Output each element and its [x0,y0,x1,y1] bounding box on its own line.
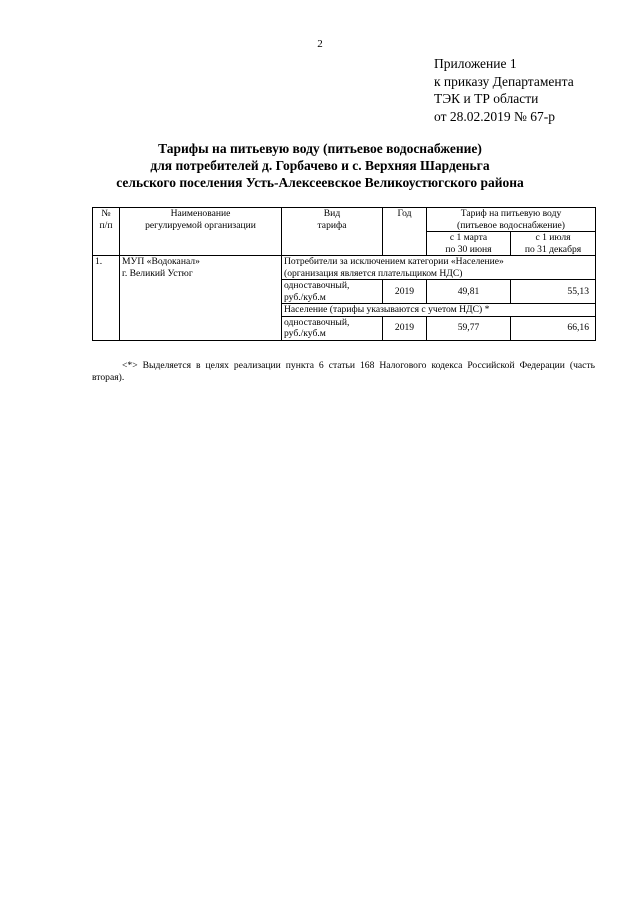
group-1-value-period-2: 55,13 [511,280,596,304]
header-number [93,208,120,256]
group-1-label [282,256,596,280]
header-period-2-line-2: по 31 декабря [524,243,582,255]
header-period-2 [511,232,596,256]
group-2-value-period-2: 66,16 [511,316,596,340]
row-organization [120,256,282,341]
group-1-label-line-2: (организация является плательщиком НДС) [284,267,463,279]
header-number-line-1: № [101,208,111,219]
appendix-line-3: ТЭК и ТР области [434,91,539,106]
group-2-label: Население (тарифы указываются с учетом НДС) * [282,304,596,317]
group-1-tariff-type-line-2: руб./куб.м [284,291,326,303]
footnote: <*> Выделяется в целях реализации пункта 6 статьи 168 Налогового кодекса Российской Федерации (часть вторая). [92,360,595,383]
header-period-1 [427,232,511,256]
header-period-1-line-2: по 30 июня [445,243,492,255]
header-period-2-line-1: с 1 июля [535,232,571,243]
table-header-row [93,208,596,232]
header-tariff-type-line-2: тарифа [317,219,347,231]
table-row [93,256,596,280]
group-2-year: 2019 [383,316,427,340]
tariff-table [92,207,596,341]
appendix-line-2: к приказу Департамента [434,73,574,89]
header-tariff-type [282,208,383,256]
appendix-line-1: Приложение 1 [434,56,517,71]
header-tariff [427,208,596,232]
group-1-year: 2019 [383,280,427,304]
page-number: 2 [317,38,323,50]
appendix-line-4: от 28.02.2019 № 67-р [434,108,555,124]
header-organization-line-2: регулируемой организации [145,219,256,231]
appendix-reference [434,55,574,125]
group-2-tariff-type-line-2: руб./куб.м [284,328,326,339]
group-1-value-period-1: 49,81 [427,280,511,304]
row-number: 1. [93,256,120,341]
document-title [0,140,640,191]
header-tariff-line-1: Тариф на питьевую воду [460,208,562,219]
organization-city: г. Великий Устюг [122,267,193,279]
header-period-1-line-1: с 1 марта [449,232,488,243]
organization-name: МУП «Водоканал» [122,256,200,267]
group-2-tariff-type-line-1: одноставочный, [284,316,350,328]
group-1-tariff-type [282,280,383,304]
group-2-tariff-type [282,316,383,340]
header-organization-line-1: Наименование [170,208,231,219]
title-line-1: Тарифы на питьевую воду (питьевое водоснабжение) [158,141,482,156]
header-year: Год [383,208,427,256]
header-organization [120,208,282,256]
title-line-2: для потребителей д. Горбачево и с. Верхняя Шарденьга [150,158,490,173]
header-tariff-line-2: (питьевое водоснабжение) [457,219,565,231]
group-1-tariff-type-line-1: одноставочный, [284,280,350,291]
group-1-label-line-1: Потребители за исключением категории «Население» [284,256,504,267]
header-tariff-type-line-1: Вид [323,208,341,219]
title-line-3: сельского поселения Усть-Алексеевское Великоустюгского района [116,175,524,190]
header-number-line-2: п/п [99,219,113,231]
group-2-value-period-1: 59,77 [427,316,511,340]
